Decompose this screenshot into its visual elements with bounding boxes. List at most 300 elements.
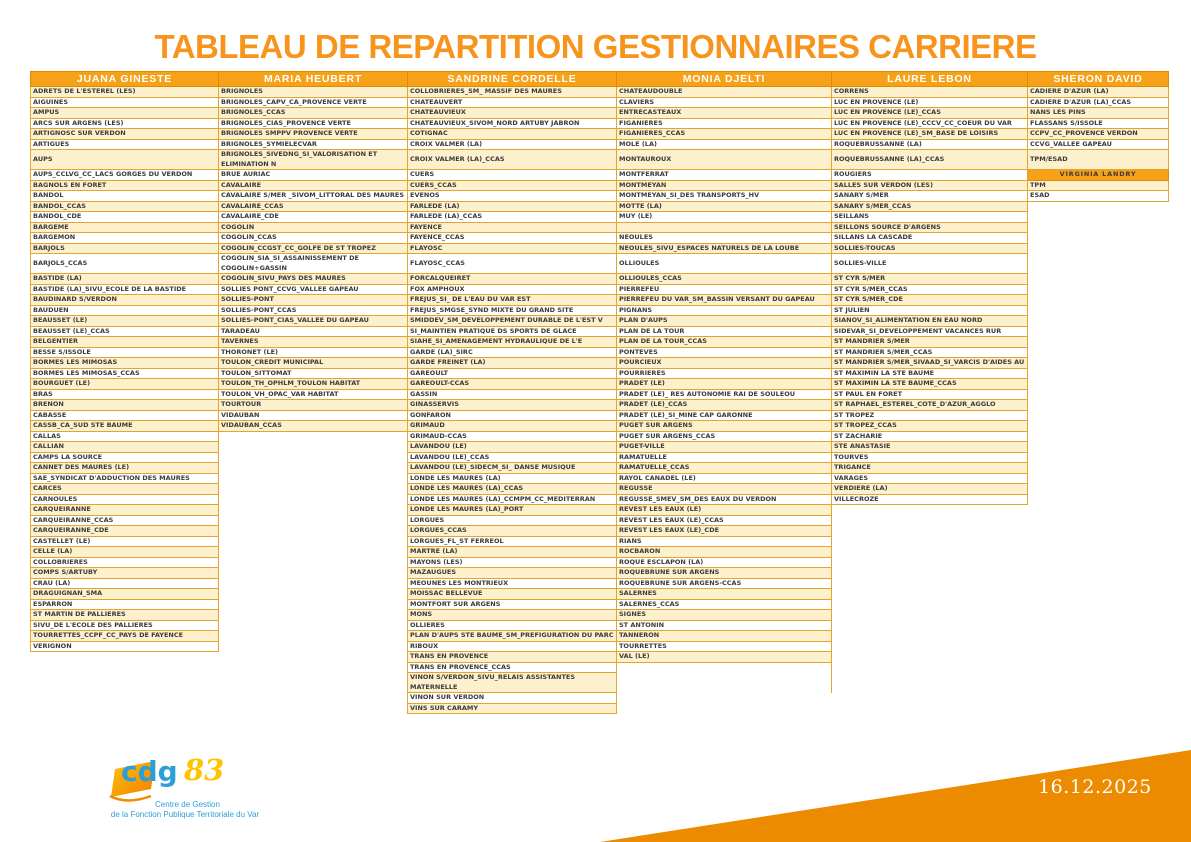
org-name-line2: de la Fonction Publique Territoriale du Var	[110, 810, 260, 819]
table-cell: PLAN D'AUPS	[617, 316, 832, 327]
table-row	[31, 97, 1169, 108]
empty-area	[1028, 568, 1169, 579]
table-cell: CAMPS LA SOURCE	[31, 452, 219, 463]
table-cell: ST TROPEZ_CCAS	[832, 421, 1028, 432]
table-cell: TAVERNES	[219, 337, 408, 348]
table-cell: PRADET (LE)_CCAS	[617, 400, 832, 411]
table-cell: COGOLIN_SIVU_PAYS DES MAURES	[219, 274, 408, 285]
table-cell: PLAN D'AUPS STE BAUME_SM_PREFIGURATION DU PARC	[408, 631, 617, 642]
empty-cell	[219, 578, 408, 589]
table-row	[31, 368, 1169, 379]
table-cell: PLAN DE LA TOUR_CCAS	[617, 337, 832, 348]
table-cell: ROQUEBRUNE SUR ARGENS-CCAS	[617, 578, 832, 589]
table-cell: AUPS_CCLVG_CC_LACS GORGES DU VERDON	[31, 170, 219, 181]
empty-cell	[219, 599, 408, 610]
empty-area	[1028, 358, 1169, 369]
empty-area	[1028, 662, 1169, 673]
empty-area	[832, 505, 1028, 516]
table-cell: CALLAS	[31, 431, 219, 442]
table-cell: CARQUEIRANNE_CDE	[31, 526, 219, 537]
empty-area	[1028, 599, 1169, 610]
empty-cell	[219, 473, 408, 484]
table-cell: FARLEDE (LA)	[408, 201, 617, 212]
empty-area	[31, 703, 219, 714]
table-cell: ENTRECASTEAUX	[617, 108, 832, 119]
table-cell: CHATEAUDOUBLE	[617, 87, 832, 98]
table-cell: GAREOULT	[408, 368, 617, 379]
table-cell: ST CYR S/MER_CCAS	[832, 284, 1028, 295]
table-row	[31, 536, 1169, 547]
table-cell: PUGET SUR ARGENS_CCAS	[617, 431, 832, 442]
table-row	[31, 254, 1169, 274]
table-cell: FAYENCE	[408, 222, 617, 233]
table-cell: RAYOL CANADEL (LE)	[617, 473, 832, 484]
empty-area	[1028, 620, 1169, 631]
empty-area	[1028, 526, 1169, 537]
empty-area	[219, 703, 408, 714]
table-cell: NANS LES PINS	[1028, 108, 1169, 119]
empty-area	[1028, 494, 1169, 505]
table-cell: VINON SUR VERDON	[408, 693, 617, 704]
table-cell: ROQUE ESCLAPON (LA)	[617, 557, 832, 568]
table-cell: MAYONS (LES)	[408, 557, 617, 568]
table-cell: FORCALQUEIRET	[408, 274, 617, 285]
table-cell: ST MARTIN DE PALLIERES	[31, 610, 219, 621]
table-cell: CHATEAUVIEUX	[408, 108, 617, 119]
table-cell: PRADET (LE)_ RES AUTONOMIE RAI DE SOULEOU	[617, 389, 832, 400]
table-cell: ARTIGNOSC SUR VERDON	[31, 129, 219, 140]
table-cell: LAVANDOU (LE)_CCAS	[408, 452, 617, 463]
table-cell: SEILLANS	[832, 212, 1028, 223]
table-cell: MONS	[408, 610, 617, 621]
empty-area	[1028, 305, 1169, 316]
empty-area	[832, 515, 1028, 526]
table-cell: FAYENCE_CCAS	[408, 233, 617, 244]
table-cell: CADIERE D'AZUR (LA)	[1028, 87, 1169, 98]
table-cell: LUC EN PROVENCE (LE)_CCAS	[832, 108, 1028, 119]
table-cell: FLASSANS S/ISSOLE	[1028, 118, 1169, 129]
empty-area	[31, 662, 219, 673]
empty-area	[1028, 641, 1169, 652]
empty-area	[219, 693, 408, 704]
table-row	[31, 452, 1169, 463]
table-cell: ST MANDRIER S/MER_SIVAAD_SI_VARCIS D'AIDES AU	[832, 358, 1028, 369]
table-row	[31, 87, 1169, 98]
table-cell: CROIX VALMER (LA)_CCAS	[408, 150, 617, 170]
table-row	[31, 180, 1169, 191]
table-cell: VIDAUBAN_CCAS	[219, 421, 408, 432]
table-cell: VIDAUBAN	[219, 410, 408, 421]
table-cell: TRIGANCE	[832, 463, 1028, 474]
table-cell: BANDOL	[31, 191, 219, 202]
table-cell: SAE_SYNDICAT D'ADDUCTION DES MAURES	[31, 473, 219, 484]
table-cell: SOLLIES-VILLE	[832, 254, 1028, 274]
empty-area	[1028, 578, 1169, 589]
table-cell: BAUDINARD S/VERDON	[31, 295, 219, 306]
table-cell: OLLIERES	[408, 620, 617, 631]
table-cell: BASTIDE (LA)	[31, 274, 219, 285]
table-cell: VARAGES	[832, 473, 1028, 484]
table-cell: PRADET (LE)_SI_MINE CAP GARONNE	[617, 410, 832, 421]
table-cell: COGOLIN_CCAS	[219, 233, 408, 244]
empty-area	[1028, 515, 1169, 526]
table-cell: ST MAXIMIN LA STE BAUME	[832, 368, 1028, 379]
empty-area	[1028, 557, 1169, 568]
page-title: TABLEAU DE REPARTITION GESTIONNAIRES CARRIERE	[154, 28, 1037, 65]
table-cell: SALLES SUR VERDON (LES)	[832, 180, 1028, 191]
table-cell: SALERNES	[617, 589, 832, 600]
table-cell: SOLLIES PONT_CCVG_VALLEE GAPEAU	[219, 284, 408, 295]
table-cell: GAREOULT-CCAS	[408, 379, 617, 390]
table-cell: FLAYOSC	[408, 243, 617, 254]
empty-cell	[219, 494, 408, 505]
table-cell: CAVALAIRE_CDE	[219, 212, 408, 223]
empty-area	[832, 599, 1028, 610]
table-cell: ST JULIEN	[832, 305, 1028, 316]
empty-area	[832, 589, 1028, 600]
empty-area	[832, 536, 1028, 547]
table-cell: LONDE LES MAURES (LA)_CCMPM_CC_MEDITERRAN	[408, 494, 617, 505]
table-row	[31, 243, 1169, 254]
empty-area	[1028, 368, 1169, 379]
empty-area	[832, 568, 1028, 579]
empty-area	[1028, 693, 1169, 704]
empty-cell	[617, 673, 832, 693]
empty-area	[832, 610, 1028, 621]
table-cell: BORMES LES MIMOSAS	[31, 358, 219, 369]
table-cell: SIGNES	[617, 610, 832, 621]
table-row	[31, 526, 1169, 537]
cdg-logo	[85, 753, 290, 821]
table-cell: ST MANDRIER S/MER	[832, 337, 1028, 348]
empty-cell	[219, 452, 408, 463]
empty-area	[1028, 337, 1169, 348]
table-cell: FREJUS_SI_ DE L'EAU DU VAR EST	[408, 295, 617, 306]
table-cell: LORGUES_FL_ST FERREOL	[408, 536, 617, 547]
empty-area	[832, 652, 1028, 663]
table-cell: CCVG_VALLEE GAPEAU	[1028, 139, 1169, 150]
table-cell: GONFARON	[408, 410, 617, 421]
table-cell: CALLIAN	[31, 442, 219, 453]
table-row	[31, 358, 1169, 369]
empty-cell	[219, 547, 408, 558]
table-cell: NEOULES_SIVU_ESPACES NATURELS DE LA LOUBE	[617, 243, 832, 254]
empty-cell	[219, 610, 408, 621]
table-cell: TRANS EN PROVENCE	[408, 652, 617, 663]
inner-column-header: VIRGINIA LANDRY	[1028, 170, 1169, 181]
table-cell: BRIGNOLES_CAPV_CA_PROVENCE VERTE	[219, 97, 408, 108]
empty-area	[1028, 201, 1169, 212]
empty-area	[832, 631, 1028, 642]
table-row	[31, 431, 1169, 442]
table-cell: CADIERE D'AZUR (LA)_CCAS	[1028, 97, 1169, 108]
table-row	[31, 170, 1169, 181]
table-cell: ST CYR S/MER_CDE	[832, 295, 1028, 306]
empty-area	[219, 673, 408, 693]
table-cell: SIVU_DE L'ECOLE DES PALLIERES	[31, 620, 219, 631]
table-row	[31, 693, 1169, 704]
table-cell: BARGEME	[31, 222, 219, 233]
empty-area	[219, 652, 408, 663]
table-cell: SIANOV_SI_ALIMENTATION EN EAU NORD	[832, 316, 1028, 327]
empty-area	[617, 703, 832, 714]
table-row	[31, 703, 1169, 714]
table-cell: SIDEVAR_SI_DEVELOPPEMENT VACANCES RUR	[832, 326, 1028, 337]
table-cell: VERDIERE (LA)	[832, 484, 1028, 495]
empty-area	[832, 526, 1028, 537]
table-cell: ST MAXIMIN LA STE BAUME_CCAS	[832, 379, 1028, 390]
empty-area	[1028, 379, 1169, 390]
table-cell: STE ANASTASIE	[832, 442, 1028, 453]
table-cell: BRIGNOLES	[219, 87, 408, 98]
table-cell: FARLEDE (LA)_CCAS	[408, 212, 617, 223]
table-row	[31, 620, 1169, 631]
table-cell: CANNET DES MAURES (LE)	[31, 463, 219, 474]
table-cell: RIBOUX	[408, 641, 617, 652]
empty-cell	[617, 662, 832, 673]
table-cell: ST CYR S/MER	[832, 274, 1028, 285]
empty-cell	[219, 568, 408, 579]
table-row	[31, 473, 1169, 484]
table-cell: SOLLIES-TOUCAS	[832, 243, 1028, 254]
empty-area	[1028, 452, 1169, 463]
table-cell: GARDE FREINET (LA)	[408, 358, 617, 369]
table-cell: MAZAUGUES	[408, 568, 617, 579]
empty-area	[1028, 589, 1169, 600]
table-cell: BESSE S/ISSOLE	[31, 347, 219, 358]
table-cell: AUPS	[31, 150, 219, 170]
table-cell: CAVALAIRE S/MER _SIVOM_LITTORAL DES MAURES	[219, 191, 408, 202]
table-cell: ADRETS DE L'ESTEREL (LES)	[31, 87, 219, 98]
table-cell: NEOULES	[617, 233, 832, 244]
column-header: MONIA DJELTI	[617, 72, 832, 87]
empty-cell	[219, 484, 408, 495]
table-cell: LAVANDOU (LE)_SIDECM_SI_ DANSE MUSIQUE	[408, 463, 617, 474]
empty-cell	[219, 620, 408, 631]
table-cell: PUGET SUR ARGENS	[617, 421, 832, 432]
table-cell: POURCIEUX	[617, 358, 832, 369]
empty-area	[832, 673, 1028, 693]
table-cell: BRAS	[31, 389, 219, 400]
table-cell: LORGUES	[408, 515, 617, 526]
table-cell: TOURRETTES	[617, 641, 832, 652]
table-cell: ST PAUL EN FORET	[832, 389, 1028, 400]
table-row	[31, 222, 1169, 233]
table-cell: SALERNES_CCAS	[617, 599, 832, 610]
table-cell: ROUGIERS	[832, 170, 1028, 181]
table-row	[31, 421, 1169, 432]
table-cell: COLLOBRIERES_SM_ MASSIF DES MAURES	[408, 87, 617, 98]
table-cell: TOURRETTES_CCPF_CC_PAYS DE FAYENCE	[31, 631, 219, 642]
table-cell: TOULON_VH_OPAC_VAR HABITAT	[219, 389, 408, 400]
table-cell: TOULON_TH_OPHLM_TOULON HABITAT	[219, 379, 408, 390]
table-cell: GRIMAUD-CCAS	[408, 431, 617, 442]
table-cell: VINS SUR CARAMY	[408, 703, 617, 714]
table-cell: BORMES LES MIMOSAS_CCAS	[31, 368, 219, 379]
table-row	[31, 191, 1169, 202]
table-cell: CARQUEIRANNE_CCAS	[31, 515, 219, 526]
table-cell: CAVALAIRE	[219, 180, 408, 191]
empty-area	[832, 620, 1028, 631]
table-cell: EVENOS	[408, 191, 617, 202]
table-cell: SOLLIES-PONT	[219, 295, 408, 306]
empty-area	[219, 662, 408, 673]
header-row	[31, 72, 1169, 87]
table-row	[31, 389, 1169, 400]
table-cell: TOULON_CREDIT MUNICIPAL	[219, 358, 408, 369]
table-cell: CRAU (LA)	[31, 578, 219, 589]
table-cell: CUERS_CCAS	[408, 180, 617, 191]
table-cell: CELLE (LA)	[31, 547, 219, 558]
empty-area	[1028, 254, 1169, 274]
empty-area	[1028, 631, 1169, 642]
table-cell: CROIX VALMER (LA)	[408, 139, 617, 150]
table-cell: LAVANDOU (LE)	[408, 442, 617, 453]
table-cell: TOURVES	[832, 452, 1028, 463]
table-cell: GRIMAUD	[408, 421, 617, 432]
table-cell: TANNERON	[617, 631, 832, 642]
empty-area	[1028, 473, 1169, 484]
table-cell: ARCS SUR ARGENS (LES)	[31, 118, 219, 129]
table-row	[31, 295, 1169, 306]
table-cell: MARTRE (LA)	[408, 547, 617, 558]
empty-cell	[219, 515, 408, 526]
table-row	[31, 547, 1169, 558]
table-cell: TRANS EN PROVENCE_CCAS	[408, 662, 617, 673]
table-cell: TPM	[1028, 180, 1169, 191]
empty-area	[1028, 233, 1169, 244]
table-row	[31, 673, 1169, 693]
empty-area	[1028, 610, 1169, 621]
table-cell: CARNOULES	[31, 494, 219, 505]
table-cell: PUGET-VILLE	[617, 442, 832, 453]
table-cell: BARGEMON	[31, 233, 219, 244]
table-row	[31, 641, 1169, 652]
table-cell: SMIDDEV_SM_DEVELOPPEMENT DURABLE DE L'EST V	[408, 316, 617, 327]
table-row	[31, 515, 1169, 526]
table-row	[31, 305, 1169, 316]
table-cell: CCPV_CC_PROVENCE VERDON	[1028, 129, 1169, 140]
logo-83-text: 83	[184, 753, 225, 787]
table-row	[31, 284, 1169, 295]
empty-area	[832, 557, 1028, 568]
empty-area	[1028, 389, 1169, 400]
table-cell: TARADEAU	[219, 326, 408, 337]
table-cell: CORRENS	[832, 87, 1028, 98]
empty-cell	[219, 431, 408, 442]
table-cell: BARJOLS_CCAS	[31, 254, 219, 274]
table-row	[31, 610, 1169, 621]
empty-area	[832, 662, 1028, 673]
empty-cell	[219, 442, 408, 453]
table-cell: SI_MAINTIEN PRATIQUE DS SPORTS DE GLACE	[408, 326, 617, 337]
table-cell: TPM/ESAD	[1028, 150, 1169, 170]
table-cell: REVEST LES EAUX (LE)_CCAS	[617, 515, 832, 526]
table-row	[31, 589, 1169, 600]
table-cell: BRENON	[31, 400, 219, 411]
org-name-line1: Centre de Gestion	[155, 800, 220, 809]
table-cell: FREJUS_SMGSE_SYND MIXTE DU GRAND SITE	[408, 305, 617, 316]
table-cell: ESPARRON	[31, 599, 219, 610]
empty-area	[1028, 326, 1169, 337]
table-cell: ROCBARON	[617, 547, 832, 558]
table-cell: ARTIGUES	[31, 139, 219, 150]
column-header: MARIA HEUBERT	[219, 72, 408, 87]
table-cell: REGUSSE_SMEV_SM_DES EAUX DU VERDON	[617, 494, 832, 505]
table-cell: ROQUEBRUSSANNE (LA)_CCAS	[832, 150, 1028, 170]
empty-area	[1028, 673, 1169, 693]
table-cell: SOLLIES-PONT_CIAS_VALLEE DU GAPEAU	[219, 316, 408, 327]
empty-area	[832, 693, 1028, 704]
empty-area	[1028, 212, 1169, 223]
table-cell: MONTFERRAT	[617, 170, 832, 181]
empty-area	[31, 693, 219, 704]
table-cell: FLAYOSC_CCAS	[408, 254, 617, 274]
table-cell: MOISSAC BELLEVUE	[408, 589, 617, 600]
table-cell: ST RAPHAEL_ESTEREL_COTE_D'AZUR_AGGLO	[832, 400, 1028, 411]
table-cell: FIGANIERES_CCAS	[617, 129, 832, 140]
table-cell: LONDE LES MAURES (LA)	[408, 473, 617, 484]
table-cell: VILLECROZE	[832, 494, 1028, 505]
table-cell: MONTFORT SUR ARGENS	[408, 599, 617, 610]
table-cell: SEILLONS SOURCE D'ARGENS	[832, 222, 1028, 233]
empty-area	[1028, 536, 1169, 547]
table-row	[31, 662, 1169, 673]
table-cell: ST MANDRIER S/MER_CCAS	[832, 347, 1028, 358]
table-cell: ESAD	[1028, 191, 1169, 202]
table-cell: LUC EN PROVENCE (LE)_SM_BASE DE LOISIRS	[832, 129, 1028, 140]
table-cell: BRUE AURIAC	[219, 170, 408, 181]
table-cell: COGOLIN	[219, 222, 408, 233]
table-cell: CARCES	[31, 484, 219, 495]
table-cell: PIERREFEU DU VAR_SM_BASSIN VERSANT DU GAPEAU	[617, 295, 832, 306]
empty-area	[31, 673, 219, 693]
table-cell: COTIGNAC	[408, 129, 617, 140]
table-cell: PLAN DE LA TOUR	[617, 326, 832, 337]
table-cell: MUY (LE)	[617, 212, 832, 223]
table-cell: TOURTOUR	[219, 400, 408, 411]
table-row	[31, 274, 1169, 285]
table-cell: COMPS S/ARTUBY	[31, 568, 219, 579]
empty-area	[1028, 274, 1169, 285]
table-row	[31, 599, 1169, 610]
table-row	[31, 631, 1169, 642]
table-cell: LUC EN PROVENCE (LE)	[832, 97, 1028, 108]
empty-area	[1028, 463, 1169, 474]
empty-area	[617, 693, 832, 704]
table-cell: OLLIOULES_CCAS	[617, 274, 832, 285]
table-cell: BRIGNOLES SMPPV PROVENCE VERTE	[219, 129, 408, 140]
empty-area	[832, 578, 1028, 589]
table-cell: PIGNANS	[617, 305, 832, 316]
empty-area	[1028, 431, 1169, 442]
table-cell: LONDE LES MAURES (LA)_PORT	[408, 505, 617, 516]
table-cell: PRADET (LE)	[617, 379, 832, 390]
table-row	[31, 442, 1169, 453]
table-cell	[617, 222, 832, 233]
column-header: LAURE LEBON	[832, 72, 1028, 87]
table-cell: LORGUES_CCAS	[408, 526, 617, 537]
empty-cell	[219, 526, 408, 537]
table-row	[31, 212, 1169, 223]
table-cell: MOLE (LA)	[617, 139, 832, 150]
table-cell: BOURGUET (LE)	[31, 379, 219, 390]
empty-area	[1028, 243, 1169, 254]
table-cell: BAUDUEN	[31, 305, 219, 316]
empty-cell	[219, 536, 408, 547]
empty-cell	[219, 463, 408, 474]
table-cell: CLAVIERS	[617, 97, 832, 108]
